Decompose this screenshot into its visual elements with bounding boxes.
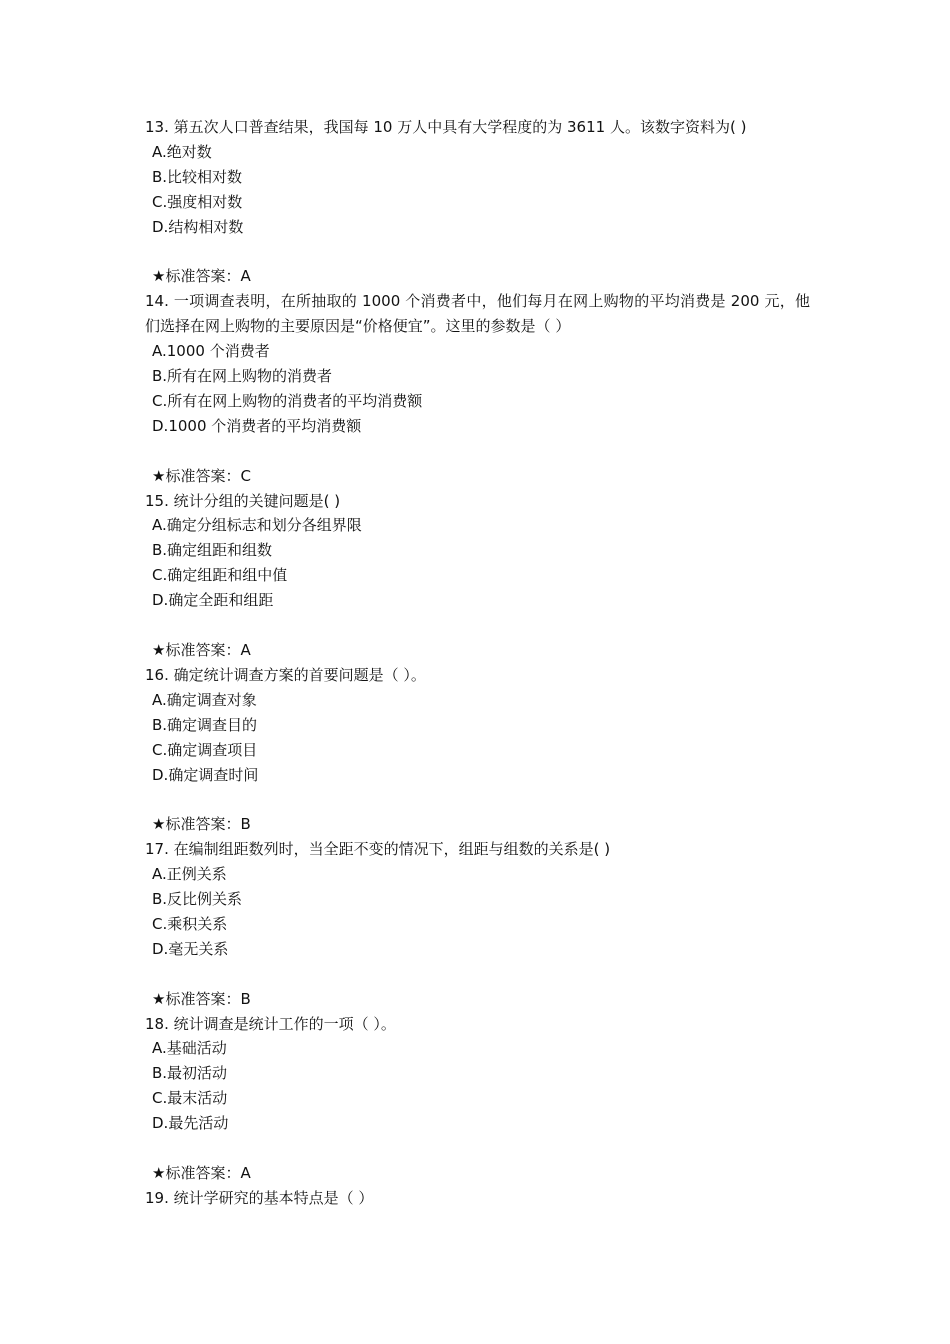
standard-answer: ★标准答案：B: [152, 815, 251, 834]
question-19: [145, 1186, 810, 1211]
standard-answer: ★标准答案：A: [152, 640, 251, 659]
option-b: B.比较相对数: [152, 167, 243, 186]
question-stem: 17. 在编制组距数列时，当全距不变的情况下，组距与组数的关系是( ): [145, 840, 611, 859]
option-c: C.所有在网上购物的消费者的平均消费额: [152, 391, 423, 410]
spacer: [145, 1136, 810, 1161]
standard-answer: ★标准答案：A: [152, 267, 251, 286]
question-13: [145, 115, 810, 289]
spacer: [145, 962, 810, 987]
option-b: B.反比例关系: [152, 890, 243, 909]
question-stem: 15. 统计分组的关键问题是( ): [145, 491, 341, 510]
option-c: C.确定调查项目: [152, 740, 258, 759]
option-d: D.1000 个消费者的平均消费额: [152, 416, 362, 435]
question-stem: 16. 确定统计调查方案的首要问题是（ ）。: [145, 665, 426, 684]
question-14: [145, 289, 810, 488]
option-b: B.确定组距和组数: [152, 541, 273, 560]
spacer: [145, 439, 810, 464]
standard-answer: ★标准答案：C: [152, 466, 251, 485]
option-c: C.最末活动: [152, 1089, 228, 1108]
spacer: [145, 787, 810, 812]
question-stem: 14. 一项调查表明，在所抽取的 1000 个消费者中，他们每月在网上购物的平均消费是 200 元，他们选择在网上购物的主要原因是“价格便宜”。这里的参数是（ ）: [145, 292, 810, 336]
option-a: A.1000 个消费者: [152, 342, 270, 361]
option-a: A.基础活动: [152, 1039, 227, 1058]
option-a: A.正例关系: [152, 865, 227, 884]
question-16: [145, 663, 810, 837]
option-a: A.确定调查对象: [152, 690, 257, 709]
option-c: C.强度相对数: [152, 192, 243, 211]
question-stem: 19. 统计学研究的基本特点是（ ）: [145, 1188, 374, 1207]
option-a: A.确定分组标志和划分各组界限: [152, 516, 362, 535]
option-a: A.绝对数: [152, 142, 212, 161]
question-stem: 18. 统计调查是统计工作的一项（ ）。: [145, 1014, 396, 1033]
option-d: D.毫无关系: [152, 939, 229, 958]
option-d: D.最先活动: [152, 1114, 229, 1133]
exam-page: [145, 115, 810, 1211]
option-d: D.确定调查时间: [152, 765, 259, 784]
spacer: [145, 240, 810, 265]
spacer: [145, 613, 810, 638]
question-15: [145, 489, 810, 663]
option-c: C.确定组距和组中值: [152, 566, 288, 585]
option-b: B.确定调查目的: [152, 715, 258, 734]
option-b: B.最初活动: [152, 1064, 228, 1083]
standard-answer: ★标准答案：A: [152, 1163, 251, 1182]
option-d: D.结构相对数: [152, 217, 244, 236]
standard-answer: ★标准答案：B: [152, 989, 251, 1008]
question-17: [145, 837, 810, 1011]
question-stem: 13. 第五次人口普查结果，我国每 10 万人中具有大学程度的为 3611 人。该数字资料为( ): [145, 118, 747, 136]
option-c: C.乘积关系: [152, 914, 228, 933]
question-18: [145, 1012, 810, 1186]
option-d: D.确定全距和组距: [152, 591, 274, 610]
option-b: B.所有在网上购物的消费者: [152, 367, 333, 386]
